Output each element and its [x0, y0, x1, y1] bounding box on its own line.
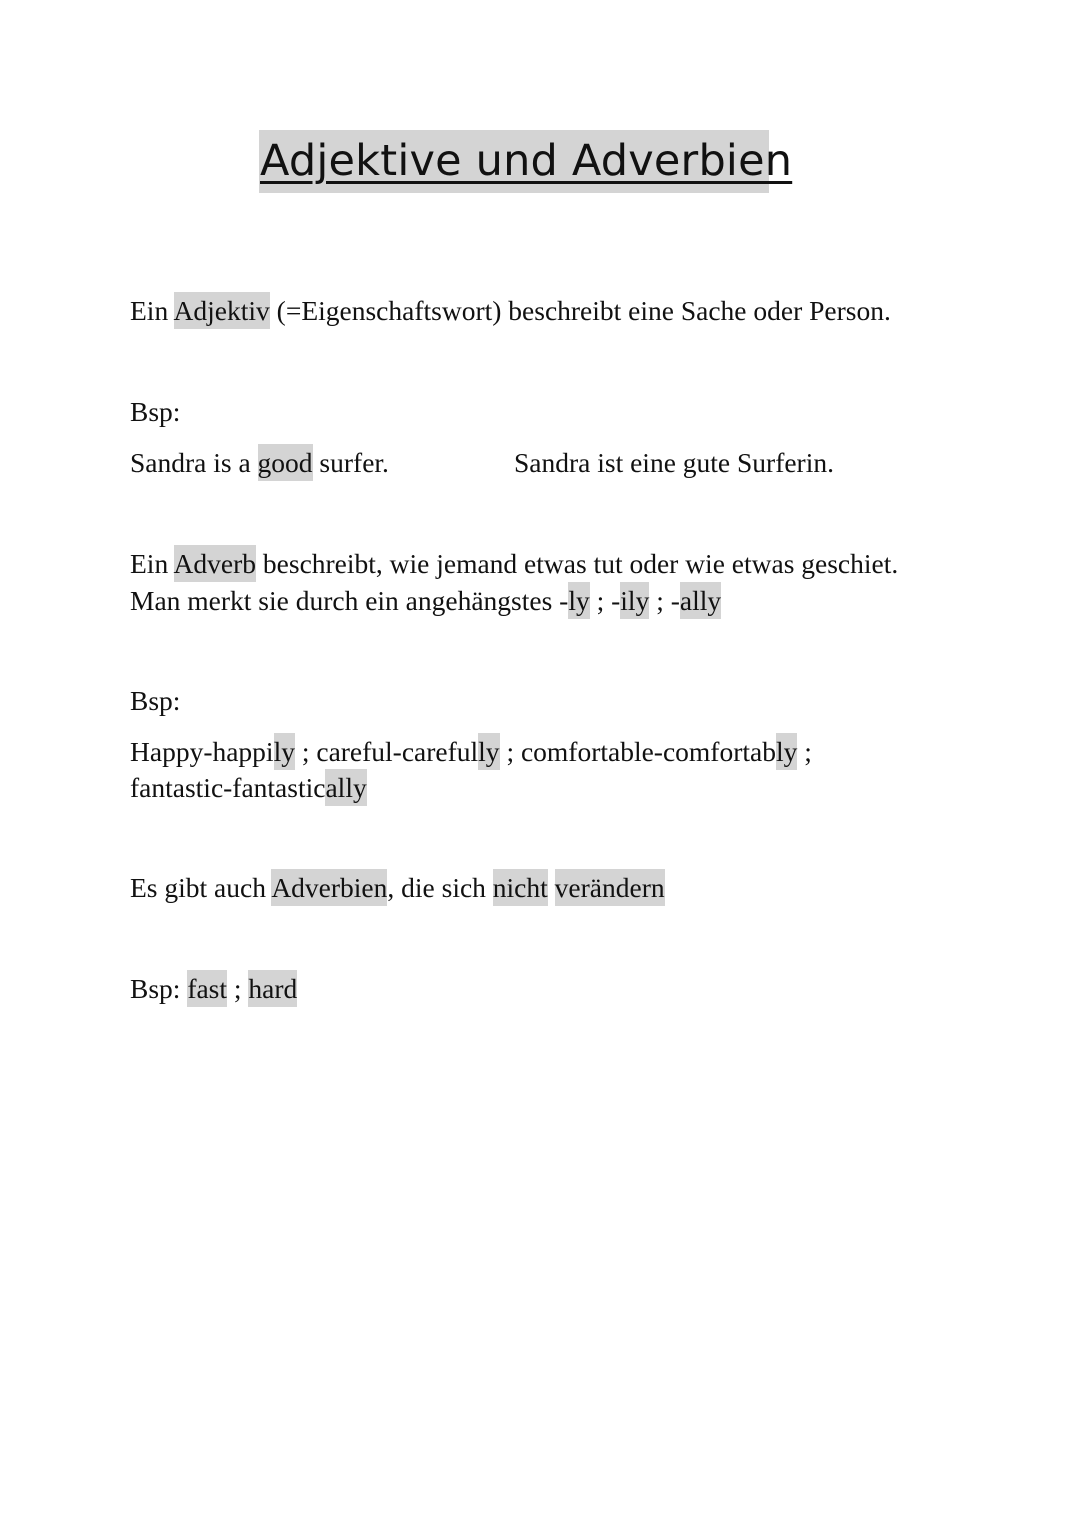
example-sentence-1: [130, 445, 930, 481]
adjective-definition: [130, 293, 891, 329]
highlight-ly: ly: [478, 733, 499, 770]
text: beschreibt, wie jemand etwas tut oder wie etwas geschiet.: [256, 548, 899, 579]
text: fantastic-fantastic: [130, 772, 326, 803]
page-title-text: Adjektive und Adverbien: [260, 136, 793, 186]
text: Es gibt auch: [130, 872, 272, 903]
text: surfer.: [312, 447, 389, 478]
text: , die sich: [387, 872, 493, 903]
highlight-ly: ly: [776, 733, 797, 770]
text: ;: [797, 736, 812, 767]
highlight-ally: ally: [325, 769, 366, 806]
text: Happy-happi: [130, 736, 274, 767]
unchanged-adverbs-sentence: [130, 870, 665, 906]
adverb-definition-line1: [130, 546, 898, 582]
highlight-hard: hard: [248, 970, 297, 1007]
highlight-suffix-ally: ally: [680, 582, 721, 619]
text: ; -: [649, 585, 680, 616]
example-label-3: Bsp:: [130, 973, 188, 1004]
text: Ein: [130, 295, 174, 326]
text: ; comfortable-comfortab: [499, 736, 776, 767]
highlight-suffix-ily: ily: [620, 582, 649, 619]
highlight-adverbien: Adverbien: [271, 869, 387, 906]
highlight-adjektiv: Adjektiv: [174, 292, 270, 329]
example-adverbs-line1: [130, 734, 812, 770]
highlight-suffix-ly: ly: [568, 582, 589, 619]
text: ; -: [589, 585, 621, 616]
highlight-ly: ly: [274, 733, 295, 770]
text: Man merkt sie durch ein angehängstes -: [130, 585, 569, 616]
example-label-1: Bsp:: [130, 396, 181, 427]
german-translation: Sandra ist eine gute Surferin.: [514, 447, 834, 478]
text: (=Eigenschaftswort) beschreibt eine Sache oder Person.: [269, 295, 891, 326]
text: Ein: [130, 548, 174, 579]
text: Sandra is a: [130, 447, 258, 478]
page-title: [259, 130, 793, 193]
highlight-fast: fast: [187, 970, 227, 1007]
text: ;: [227, 973, 249, 1004]
example-unchanged: [130, 971, 297, 1007]
highlight-adverb: Adverb: [174, 545, 256, 582]
highlight-good: good: [258, 444, 313, 481]
text: [548, 872, 555, 903]
example-label-2: Bsp:: [130, 685, 181, 716]
adverb-definition-line2: [130, 583, 721, 619]
example-adverbs-line2: [130, 770, 367, 806]
highlight-veraendern: verändern: [555, 869, 665, 906]
text: ; careful-careful: [294, 736, 479, 767]
highlight-nicht: nicht: [493, 869, 548, 906]
